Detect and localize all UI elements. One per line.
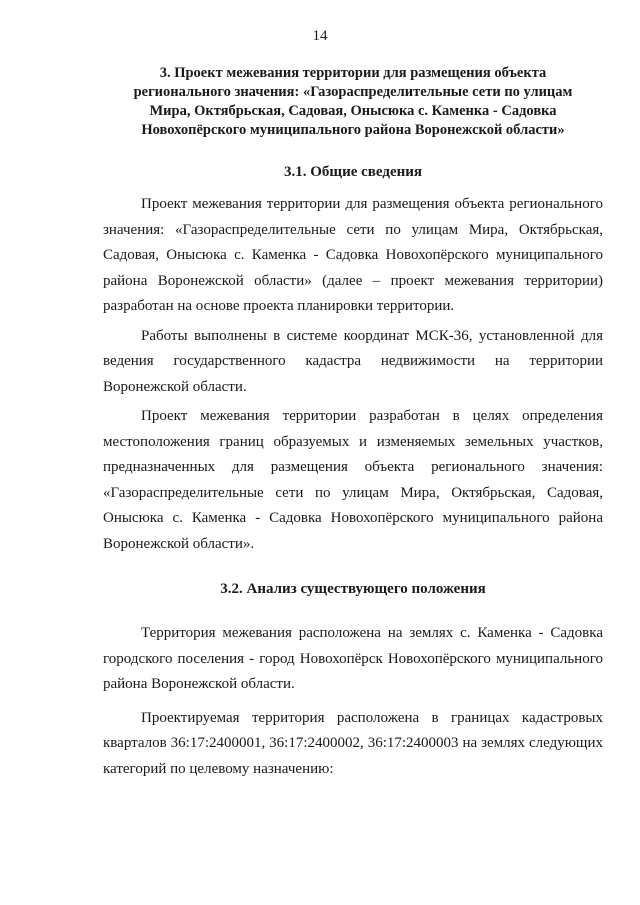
paragraph [103,706,603,783]
paragraph-line: Воронежской области». [103,535,255,552]
paragraph-line: Онысюка с. Каменка - Садовка Новохопёрского муниципального района [103,510,603,526]
main-heading-line: Новохопёрского муниципального района Воронежской области» [141,122,565,138]
main-heading [103,64,603,140]
paragraph-line: «Газораспределительные сети по улицам Мира, Октябрьская, Садовая, [103,484,603,501]
paragraph [103,324,603,401]
paragraph-line: предназначенных для размещения объекта регионального значения: [103,459,603,475]
paragraph-line: Проектируемая территория расположена в границах кадастровых [141,709,603,726]
paragraph-line: значения: «Газораспределительные сети по улицам Мира, Октябрьская, [103,221,603,238]
paragraph-line: Садовая, Онысюка с. Каменка - Садовка Новохопёрского муниципального [103,247,603,263]
paragraph-line: района Воронежской области» (далее – проект межевания территории) [103,272,603,289]
paragraph-line: Воронежской области. [103,378,247,395]
paragraph [103,404,603,557]
paragraph-line: кварталов 36:17:2400001, 36:17:2400002, 36:17:2400003 на землях следующих [103,735,603,751]
paragraph-line: ведения государственного кадастра недвижимости на территории [103,353,603,369]
paragraph-line: Проект межевания территории для размещения объекта регионального [141,196,603,212]
paragraph-line: района Воронежской области. [103,676,295,692]
paragraph-line: категорий по целевому назначению: [103,760,334,777]
paragraph [103,621,603,698]
main-heading-line: регионального значения: «Газораспределительные сети по улицам [133,84,573,100]
paragraph-line: разработан на основе проекта планировки территории. [103,298,455,314]
paragraph [103,192,603,320]
paragraph-line: Проект межевания территории разработан в целях определения [141,408,603,424]
main-heading-line: Мира, Октябрьская, Садовая, Онысюка с. Каменка - Садовка [149,103,557,119]
paragraph-line: городского поселения - город Новохопёрск Новохопёрского муниципального [103,650,603,667]
paragraph-line: Территория межевания расположена на землях с. Каменка - Садовка [141,625,603,641]
main-heading-line: 3. Проект межевания территории для размещения объекта [159,65,547,81]
section-3-2-title: 3.2. Анализ существующего положения [220,581,486,597]
page-number: 14 [312,28,328,44]
page-content [103,64,603,782]
section-3-1-title: 3.1. Общие сведения [284,164,422,180]
paragraph-line: Работы выполнены в системе координат МСК-36, установленной для [141,327,603,344]
paragraph-line: местоположения границ образуемых и изменяемых земельных участков, [103,433,603,450]
